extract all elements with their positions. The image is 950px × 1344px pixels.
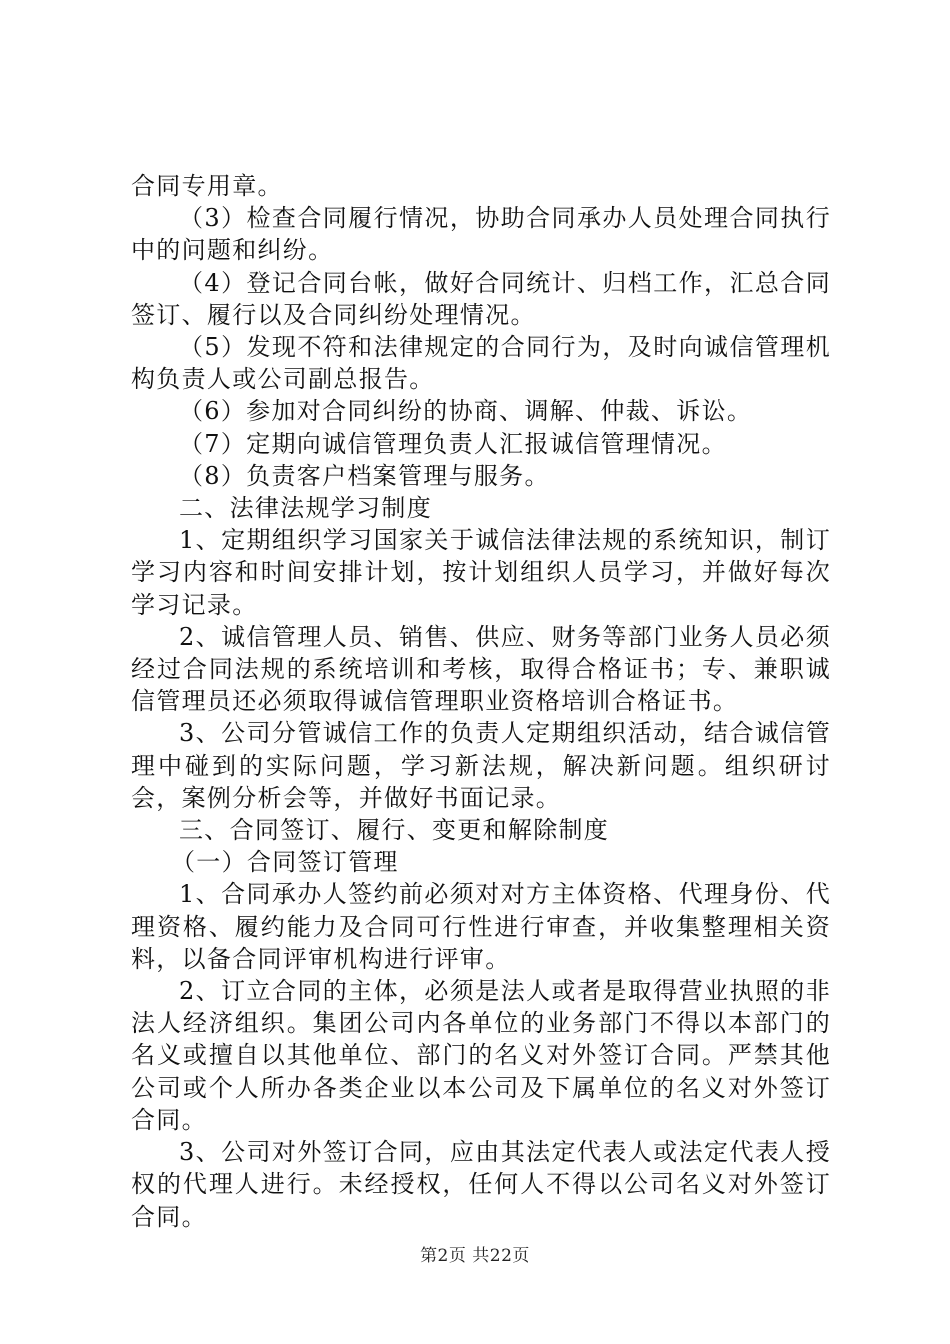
list-item: （6）参加对合同纠纷的协商、调解、仲裁、诉讼。 <box>179 397 753 426</box>
list-item: 2、订立合同的主体，必须是法人或者是取得营业执照的非法人经济组织。集团公司内各单位的业务部门不得以本部门的名义或擅自以其他单位、部门的名义对外签订合同。严禁其他公司或个人所办各类企业以本公司及下属单位的名义对外签订合同。 <box>131 977 831 1134</box>
list-item: （4）登记合同台帐，做好合同统计、归档工作，汇总合同签订、履行以及合同纠纷处理情况。 <box>131 268 831 329</box>
list-item: （3）检查合同履行情况，协助合同承办人员处理合同执行中的问题和纠纷。 <box>131 204 831 265</box>
page-footer <box>0 1241 950 1266</box>
document-body <box>131 170 831 1233</box>
list-item: 2、诚信管理人员、销售、供应、财务等部门业务人员必须经过合同法规的系统培训和考核，取得合格证书；专、兼职诚信管理员还必须取得诚信管理职业资格培训合格证书。 <box>131 622 831 716</box>
list-item: （5）发现不符和法律规定的合同行为，及时向诚信管理机构负责人或公司副总报告。 <box>131 333 831 394</box>
list-item: 3、公司对外签订合同，应由其法定代表人或法定代表人授权的代理人进行。未经授权，任何人不得以公司名义对外签订合同。 <box>131 1138 831 1231</box>
page-number: 第2页 共22页 <box>420 1246 530 1266</box>
subsection-heading: （一）合同签订管理 <box>171 848 399 877</box>
section-heading: 三、合同签订、履行、变更和解除制度 <box>179 816 610 845</box>
list-item: 3、公司分管诚信工作的负责人定期组织活动，结合诚信管理中碰到的实际问题，学习新法规，解决新问题。组织研讨会，案例分析会等，并做好书面记录。 <box>131 719 831 812</box>
list-item: 1、合同承办人签约前必须对对方主体资格、代理身份、代理资格、履约能力及合同可行性进行审查，并收集整理相关资料，以备合同评审机构进行评审。 <box>131 880 831 973</box>
list-item: 1、定期组织学习国家关于诚信法律法规的系统知识，制订学习内容和时间安排计划，按计划组织人员学习，并做好每次学习记录。 <box>131 526 831 619</box>
section-heading: 二、法律法规学习制度 <box>179 494 432 523</box>
paragraph-continuation: 合同专用章。 <box>131 172 283 200</box>
list-item: （7）定期向诚信管理负责人汇报诚信管理情况。 <box>179 429 727 458</box>
list-item: （8）负责客户档案管理与服务。 <box>179 461 550 490</box>
